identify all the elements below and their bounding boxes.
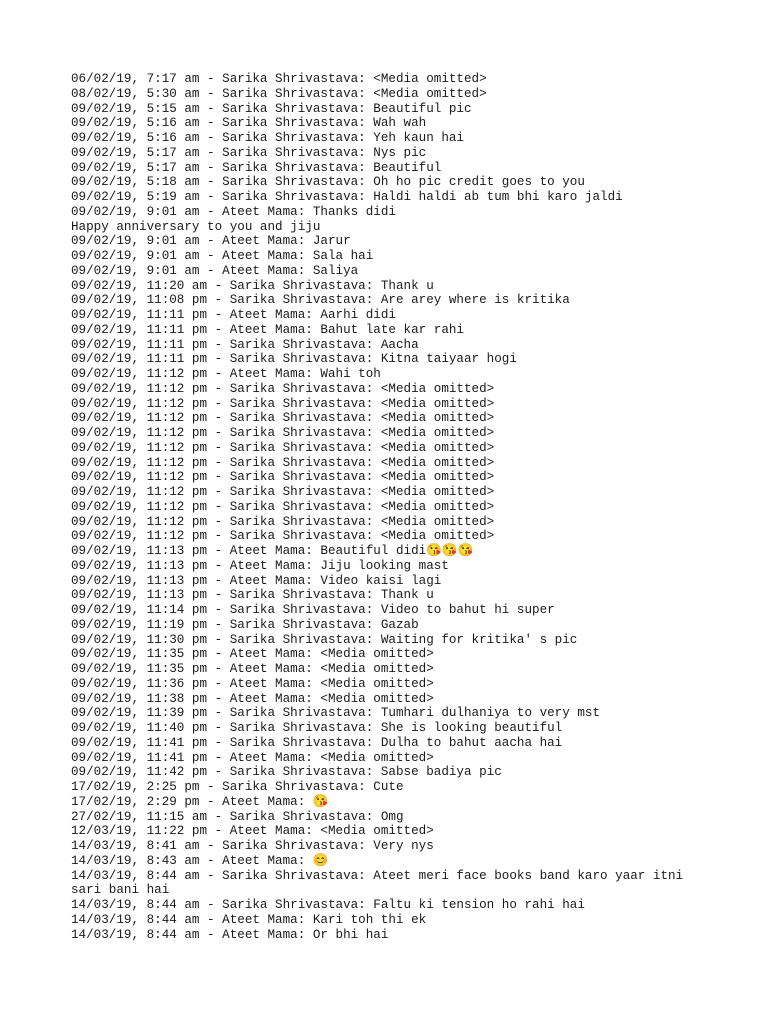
- chat-line: 09/02/19, 11:13 pm - Sarika Shrivastava: Thank u: [71, 588, 434, 603]
- chat-line: 09/02/19, 11:12 pm - Sarika Shrivastava: <Media omitted>: [71, 514, 495, 529]
- chat-line: 09/02/19, 11:42 pm - Sarika Shrivastava: Sabse badiya pic: [71, 765, 502, 780]
- chat-line: 08/02/19, 5:30 am - Sarika Shrivastava: <Media omitted>: [71, 86, 487, 101]
- chat-line: 09/02/19, 11:12 pm - Sarika Shrivastava: <Media omitted>: [71, 455, 495, 470]
- chat-line: 09/02/19, 11:41 pm - Sarika Shrivastava: Dulha to bahut aacha hai: [71, 735, 563, 750]
- chat-line: 09/02/19, 11:12 pm - Sarika Shrivastava: <Media omitted>: [71, 381, 495, 396]
- chat-line: 09/02/19, 9:01 am - Ateet Mama: Saliya: [71, 263, 359, 278]
- chat-line: 09/02/19, 11:11 pm - Sarika Shrivastava: Aacha: [71, 337, 419, 352]
- chat-line: 17/02/19, 2:29 pm - Ateet Mama: 😘: [71, 794, 329, 809]
- chat-line: 09/02/19, 11:35 pm - Ateet Mama: <Media omitted>: [71, 647, 434, 662]
- chat-line: 09/02/19, 11:39 pm - Sarika Shrivastava: Tumhari dulhaniya to very mst: [71, 706, 601, 721]
- chat-line: 09/02/19, 5:19 am - Sarika Shrivastava: Haldi haldi ab tum bhi karo jaldi: [71, 190, 623, 204]
- chat-line: 14/03/19, 8:44 am - Ateet Mama: Or bhi hai: [71, 927, 389, 942]
- chat-line: 09/02/19, 11:11 pm - Sarika Shrivastava: Kitna taiyaar hogi: [71, 352, 517, 367]
- chat-line: 14/03/19, 8:44 am - Sarika Shrivastava: Ateet meri face books band karo yaar itni: [71, 868, 684, 883]
- chat-line: 09/02/19, 11:35 pm - Ateet Mama: <Media omitted>: [71, 662, 434, 676]
- chat-line: 09/02/19, 11:14 pm - Sarika Shrivastava: Video to bahut hi super: [71, 603, 555, 617]
- chat-line: 09/02/19, 5:16 am - Sarika Shrivastava: Wah wah: [71, 116, 427, 131]
- chat-line: 14/03/19, 8:44 am - Sarika Shrivastava: Faltu ki tension ho rahi hai: [71, 898, 585, 912]
- chat-line: 09/02/19, 5:18 am - Sarika Shrivastava: Oh ho pic credit goes to you: [71, 175, 585, 190]
- chat-line: 09/02/19, 11:20 am - Sarika Shrivastava: Thank u: [71, 278, 434, 293]
- chat-line: sari bani hai: [71, 883, 170, 898]
- chat-line: 09/02/19, 11:08 pm - Sarika Shrivastava: Are arey where is kritika: [71, 293, 570, 308]
- chat-line: 09/02/19, 11:13 pm - Ateet Mama: Beautiful didi😘😘😘: [71, 544, 474, 558]
- chat-line: 09/02/19, 11:12 pm - Sarika Shrivastava: <Media omitted>: [71, 411, 495, 426]
- chat-line: 09/02/19, 5:15 am - Sarika Shrivastava: Beautiful pic: [71, 101, 472, 116]
- chat-line: 09/02/19, 5:17 am - Sarika Shrivastava: Beautiful: [71, 160, 442, 175]
- chat-line: Happy anniversary to you and jiju: [71, 219, 321, 234]
- chat-line: 09/02/19, 11:12 pm - Sarika Shrivastava: <Media omitted>: [71, 529, 495, 544]
- chat-line: 09/02/19, 11:12 pm - Sarika Shrivastava: <Media omitted>: [71, 440, 495, 455]
- chat-transcript: [71, 72, 711, 942]
- chat-line: 09/02/19, 9:01 am - Ateet Mama: Thanks didi: [71, 204, 396, 219]
- chat-line: 27/02/19, 11:15 am - Sarika Shrivastava: Omg: [71, 809, 404, 824]
- chat-line: 09/02/19, 5:16 am - Sarika Shrivastava: Yeh kaun hai: [71, 131, 464, 145]
- chat-line: 09/02/19, 11:36 pm - Ateet Mama: <Media omitted>: [71, 676, 434, 691]
- chat-line: 09/02/19, 11:13 pm - Ateet Mama: Video kaisi lagi: [71, 573, 442, 588]
- chat-line: 09/02/19, 9:01 am - Ateet Mama: Jarur: [71, 234, 351, 249]
- chat-line: 09/02/19, 11:13 pm - Ateet Mama: Jiju looking mast: [71, 558, 449, 573]
- chat-line: 09/02/19, 11:38 pm - Ateet Mama: <Media omitted>: [71, 691, 434, 706]
- chat-line: 09/02/19, 11:12 pm - Sarika Shrivastava: <Media omitted>: [71, 499, 495, 514]
- chat-line: 09/02/19, 11:11 pm - Ateet Mama: Aarhi didi: [71, 308, 396, 322]
- chat-line: 14/03/19, 8:44 am - Ateet Mama: Kari toh thi ek: [71, 912, 427, 927]
- chat-line: 09/02/19, 11:19 pm - Sarika Shrivastava: Gazab: [71, 617, 419, 632]
- chat-line: 09/02/19, 11:12 pm - Sarika Shrivastava: <Media omitted>: [71, 426, 495, 440]
- chat-line: 09/02/19, 11:30 pm - Sarika Shrivastava: Waiting for kritika' s pic: [71, 632, 578, 647]
- chat-line: 09/02/19, 11:12 pm - Sarika Shrivastava: <Media omitted>: [71, 485, 495, 499]
- chat-line: 14/03/19, 8:41 am - Sarika Shrivastava: Very nys: [71, 839, 434, 853]
- chat-line: 09/02/19, 11:40 pm - Sarika Shrivastava: She is looking beautiful: [71, 721, 563, 735]
- chat-line: 12/03/19, 11:22 pm - Ateet Mama: <Media omitted>: [71, 824, 434, 839]
- chat-line: 09/02/19, 11:12 pm - Sarika Shrivastava: <Media omitted>: [71, 396, 495, 411]
- chat-line: 09/02/19, 5:17 am - Sarika Shrivastava: Nys pic: [71, 145, 427, 160]
- chat-line: 09/02/19, 11:12 pm - Ateet Mama: Wahi toh: [71, 367, 381, 381]
- chat-line: 09/02/19, 11:41 pm - Ateet Mama: <Media omitted>: [71, 750, 434, 765]
- chat-line: 14/03/19, 8:43 am - Ateet Mama: 😊: [71, 853, 329, 868]
- chat-line: 06/02/19, 7:17 am - Sarika Shrivastava: <Media omitted>: [71, 72, 487, 86]
- chat-line: 09/02/19, 11:11 pm - Ateet Mama: Bahut late kar rahi: [71, 322, 464, 337]
- chat-line: 09/02/19, 9:01 am - Ateet Mama: Sala hai: [71, 249, 374, 263]
- chat-line: 09/02/19, 11:12 pm - Sarika Shrivastava: <Media omitted>: [71, 470, 495, 485]
- chat-line: 17/02/19, 2:25 pm - Sarika Shrivastava: Cute: [71, 780, 404, 794]
